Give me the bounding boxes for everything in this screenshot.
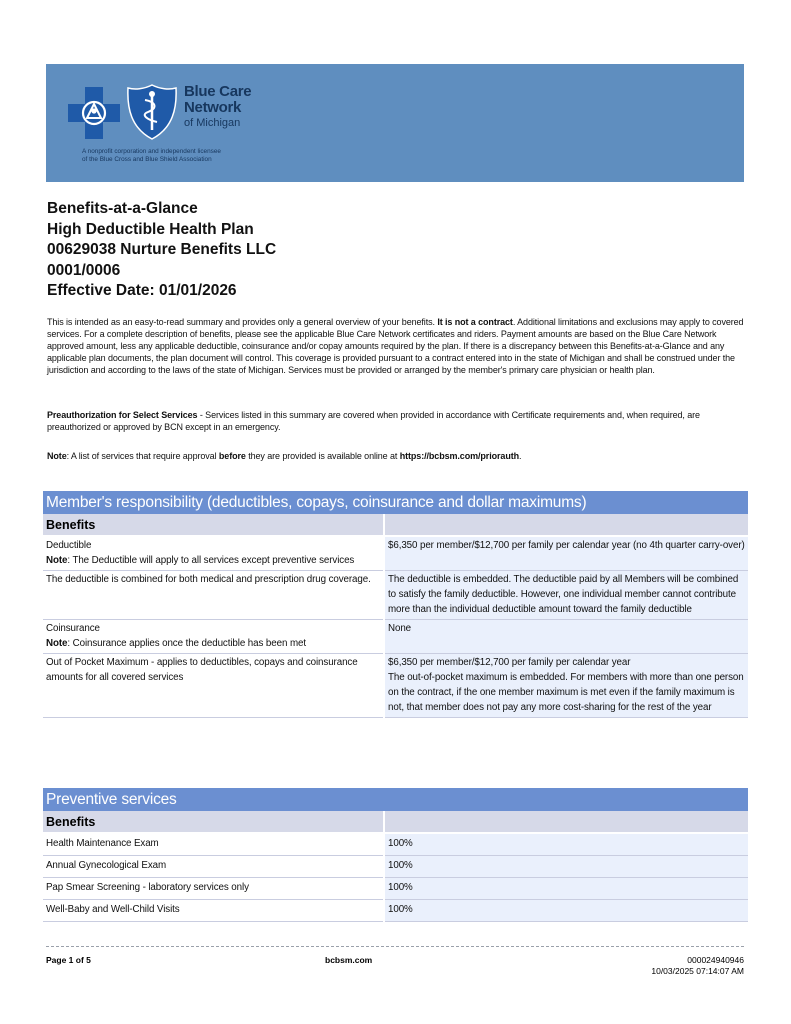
logo-name-line3: of Michigan bbox=[184, 117, 241, 129]
table-row bbox=[43, 620, 748, 654]
note-end: . bbox=[519, 451, 522, 461]
value-column-header bbox=[384, 514, 748, 536]
value-line1: $6,350 per member/$12,700 per family per calendar year bbox=[388, 657, 631, 668]
document-title bbox=[47, 199, 276, 302]
benefit-cell: The deductible is combined for both medical and prescription drug coverage. bbox=[43, 571, 384, 620]
footer-site-link[interactable]: bcbsm.com bbox=[325, 955, 373, 965]
note-label: Note bbox=[46, 555, 68, 566]
logo-name-line1: Blue Care bbox=[184, 83, 252, 100]
note-text: : The Deductible will apply to all services except preventive services bbox=[67, 555, 355, 566]
header-banner bbox=[46, 64, 744, 182]
title-line5: Effective Date: 01/01/2026 bbox=[47, 282, 237, 299]
preventive-services-table bbox=[43, 811, 748, 922]
logo-disclaimer bbox=[82, 148, 322, 164]
blue-shield-icon bbox=[126, 84, 178, 140]
benefit-cell bbox=[43, 536, 384, 571]
title-line4: 0001/0006 bbox=[47, 261, 121, 279]
table-row bbox=[43, 878, 748, 900]
table-header-row bbox=[43, 514, 748, 536]
intro-paragraph bbox=[47, 316, 747, 376]
document-id: 000024940946 bbox=[687, 955, 744, 965]
section-header: Member's responsibility (deductibles, copays, coinsurance and dollar maximums) bbox=[43, 491, 748, 514]
note-paragraph bbox=[47, 450, 747, 462]
note-text-b: they are provided is available online at bbox=[245, 451, 400, 461]
benefit-note bbox=[46, 553, 380, 568]
prior-auth-link[interactable]: https://bcbsm.com/priorauth bbox=[399, 451, 520, 461]
benefit-cell bbox=[43, 620, 384, 654]
preventive-services-section bbox=[43, 788, 748, 922]
benefit-cell: Out of Pocket Maximum - applies to deductibles, copays and coinsurance amounts for all covered services bbox=[43, 654, 384, 718]
note-text-a: : A list of services that require approval bbox=[66, 451, 219, 461]
not-a-contract-text: It is not a contract bbox=[437, 317, 513, 327]
value-cell bbox=[384, 654, 748, 718]
note-label: Note bbox=[46, 638, 68, 649]
footer-divider bbox=[46, 946, 744, 947]
table-row bbox=[43, 856, 748, 878]
title-line1: Benefits-at-a-Glance bbox=[47, 200, 198, 217]
value-cell: 100% bbox=[384, 900, 748, 922]
benefit-cell: Health Maintenance Exam bbox=[43, 833, 384, 856]
preauthorization-paragraph bbox=[47, 409, 747, 433]
preauth-text: - Services listed in this summary are covered when provided in accordance with Certificate requirements and, when required, are preauthorized or approved by BCN except in an emergency. bbox=[47, 410, 700, 432]
blue-cross-icon bbox=[68, 87, 120, 139]
benefit-label: Coinsurance bbox=[46, 623, 100, 634]
title-line3: 00629038 Nurture Benefits LLC bbox=[47, 241, 277, 258]
value-cell: The deductible is embedded. The deductible paid by all Members will be combined to satisfy the family deductible. However, one individual member cannot contribute more than the individual deductible amount toward the family deductible bbox=[384, 571, 748, 620]
benefit-cell: Well-Baby and Well-Child Visits bbox=[43, 900, 384, 922]
footer-meta bbox=[651, 955, 744, 977]
title-line2: High Deductible Health Plan bbox=[47, 220, 254, 238]
bcn-logo bbox=[68, 84, 328, 174]
benefit-label: Deductible bbox=[46, 540, 92, 551]
table-row bbox=[43, 571, 748, 620]
value-cell: 100% bbox=[384, 833, 748, 856]
value-column-header bbox=[384, 811, 748, 833]
value-cell: 100% bbox=[384, 878, 748, 900]
table-row bbox=[43, 833, 748, 856]
value-cell: None bbox=[384, 620, 748, 654]
table-row bbox=[43, 900, 748, 922]
print-timestamp: 10/03/2025 07:14:07 AM bbox=[651, 966, 744, 976]
value-cell: $6,350 per member/$12,700 per family per calendar year (no 4th quarter carry-over) bbox=[384, 536, 748, 571]
note-before-text: before bbox=[218, 451, 246, 461]
member-responsibility-table bbox=[43, 514, 748, 718]
table-row bbox=[43, 536, 748, 571]
benefit-cell: Annual Gynecological Exam bbox=[43, 856, 384, 878]
value-line2: The out-of-pocket maximum is embedded. For members with more than one person on the contract, if the one member maximum is met even if the family maximum is not, that member does not pay any more cost-sharing for the rest of the year bbox=[388, 672, 744, 713]
intro-text-a: This is intended as an easy-to-read summary and provides only a general overview of your benefits. bbox=[47, 317, 438, 327]
benefit-cell: Pap Smear Screening - laboratory services only bbox=[43, 878, 384, 900]
table-row bbox=[43, 654, 748, 718]
intro-text-b: . Additional limitations and exclusions may apply to covered services. For a complete description of benefits, please see the applicable Blue Care Network certificates and riders. Payment amounts are based on the Blue Care Network approved amount, less any applicable deductible, coinsurance and/or copay amounts required by the plan. If there is a discrepancy between this Benefits-at-a-Glance and any applicable plan documents, the plan document will control. This coverage is provided pursuant to a contract entered into in the state of Michigan and shall be construed under the jurisdiction and according to the laws of the state of Michigan. Services must be provided or arranged by the member's primary care physician or health plan. bbox=[47, 317, 744, 375]
benefit-note bbox=[46, 636, 380, 651]
logo-wordmark bbox=[184, 84, 251, 130]
logo-name-line2: Network bbox=[184, 99, 242, 116]
page-number: Page 1 of 5 bbox=[46, 955, 91, 965]
value-cell: 100% bbox=[384, 856, 748, 878]
benefits-column-header: Benefits bbox=[43, 514, 384, 536]
note-label: Note bbox=[47, 451, 67, 461]
disclaimer-line2: of the Blue Cross and Blue Shield Association bbox=[82, 156, 212, 163]
member-responsibility-section bbox=[43, 491, 748, 718]
note-text: : Coinsurance applies once the deductible has been met bbox=[67, 638, 306, 649]
benefits-column-header: Benefits bbox=[43, 811, 384, 833]
preauth-label: Preauthorization for Select Services bbox=[47, 410, 198, 420]
section-header: Preventive services bbox=[43, 788, 748, 811]
disclaimer-line1: A nonprofit corporation and independent licensee bbox=[82, 148, 221, 155]
table-header-row bbox=[43, 811, 748, 833]
